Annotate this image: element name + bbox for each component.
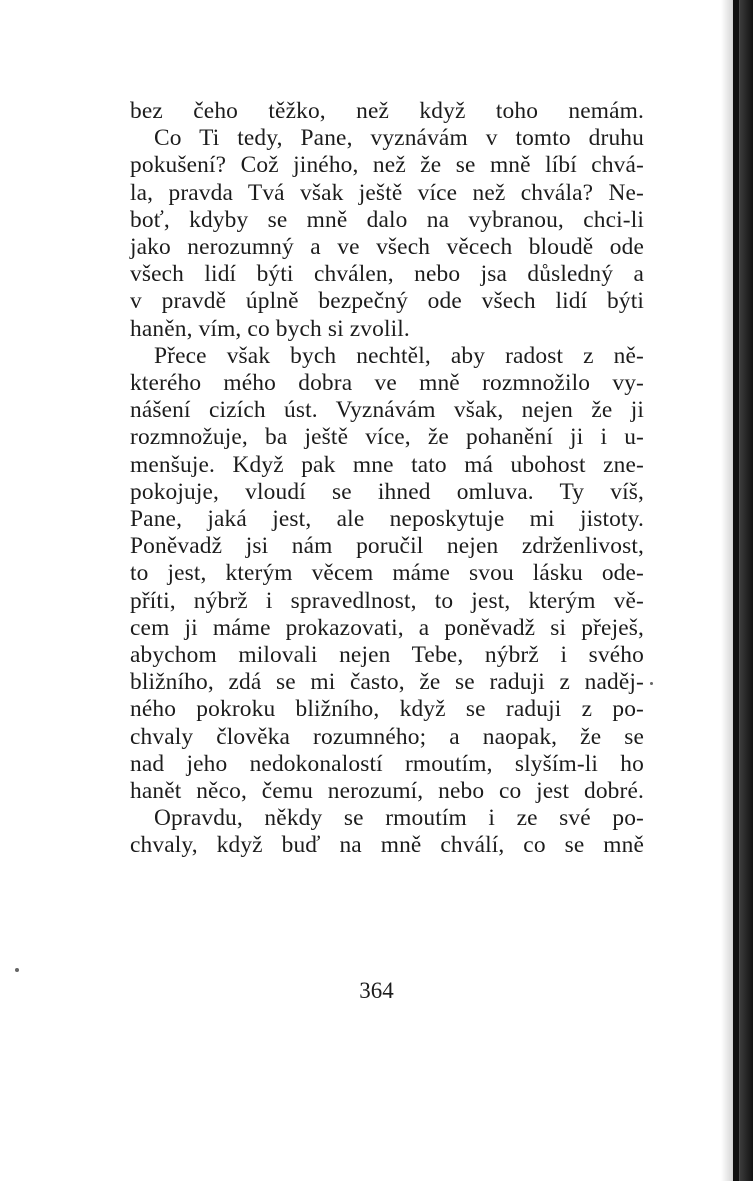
text-line: menšuje. Když pak mne tato má ubohost zne-	[130, 451, 644, 478]
text-line: v pravdě úplně bezpečný ode všech lidí býti	[130, 288, 644, 315]
text-line: chvaly, když buď na mně chválí, co se mně	[130, 832, 644, 859]
text-line: bližního, zdá se mi často, že se raduji z naděj-	[130, 669, 644, 696]
text-line: kterého mého dobra ve mně rozmnožilo vy-	[130, 370, 644, 397]
text-line: příti, nýbrž i spravedlnost, to jest, kterým vě-	[130, 587, 644, 614]
text-line: Poněvadž jsi nám poručil nejen zdrženlivost,	[130, 533, 644, 560]
text-line: bez čeho těžko, než když toho nemám.	[130, 98, 644, 124]
text-line: boť, kdyby se mně dalo na vybranou, chci-li	[130, 206, 644, 233]
text-line: pokušení? Což jiného, než že se mně líbí chvá-	[130, 152, 644, 179]
text-line: všech lidí býti chválen, nebo jsa důsledný a	[130, 261, 644, 288]
text-line: nášení cizích úst. Vyznávám však, nejen že ji	[130, 397, 644, 424]
text-line: Pane, jaká jest, ale neposkytuje mi jistoty.	[130, 506, 644, 533]
text-line: chvaly člověka rozumného; a naopak, že se	[130, 723, 644, 750]
paragraph-start-line: Co Ti tedy, Pane, vyznávám v tomto druhu	[154, 125, 644, 152]
text-line: nad jeho nedokonalostí rmoutím, slyším-li ho	[130, 750, 644, 777]
dust-speck	[15, 968, 19, 972]
text-line: jako nerozumný a ve všech věcech bloudě ode	[130, 234, 644, 261]
text-line: abychom milovali nejen Tebe, nýbrž i svého	[130, 642, 644, 669]
text-line: rozmnožuje, ba ještě více, že pohanění ji i u-	[130, 424, 644, 451]
paragraph-end-line: haněn, vím, co bych si zvolil.	[130, 315, 410, 342]
text-block	[130, 98, 644, 860]
paragraph-end-line: hanět něco, čemu nerozumí, nebo co jest dobré.	[130, 778, 644, 805]
paragraph-start-line: Přece však bych nechtěl, aby radost z ně-	[154, 342, 644, 369]
text-line: to jest, kterým věcem máme svou lásku ode-	[130, 560, 644, 587]
text-line: la, pravda Tvá však ještě více než chvála? Ne-	[130, 179, 644, 206]
page-number: 364	[359, 978, 394, 1003]
dust-speck	[650, 682, 653, 685]
text-line: pokojuje, vloudí se ihned omluva. Ty víš,	[130, 478, 644, 505]
paragraph-start-line: Opravdu, někdy se rmoutím i ze své po-	[154, 805, 644, 832]
text-line: cem ji máme prokazovati, a poněvadž si přeješ,	[130, 614, 644, 641]
text-line: ného pokroku bližního, když se raduji z po-	[130, 696, 644, 723]
